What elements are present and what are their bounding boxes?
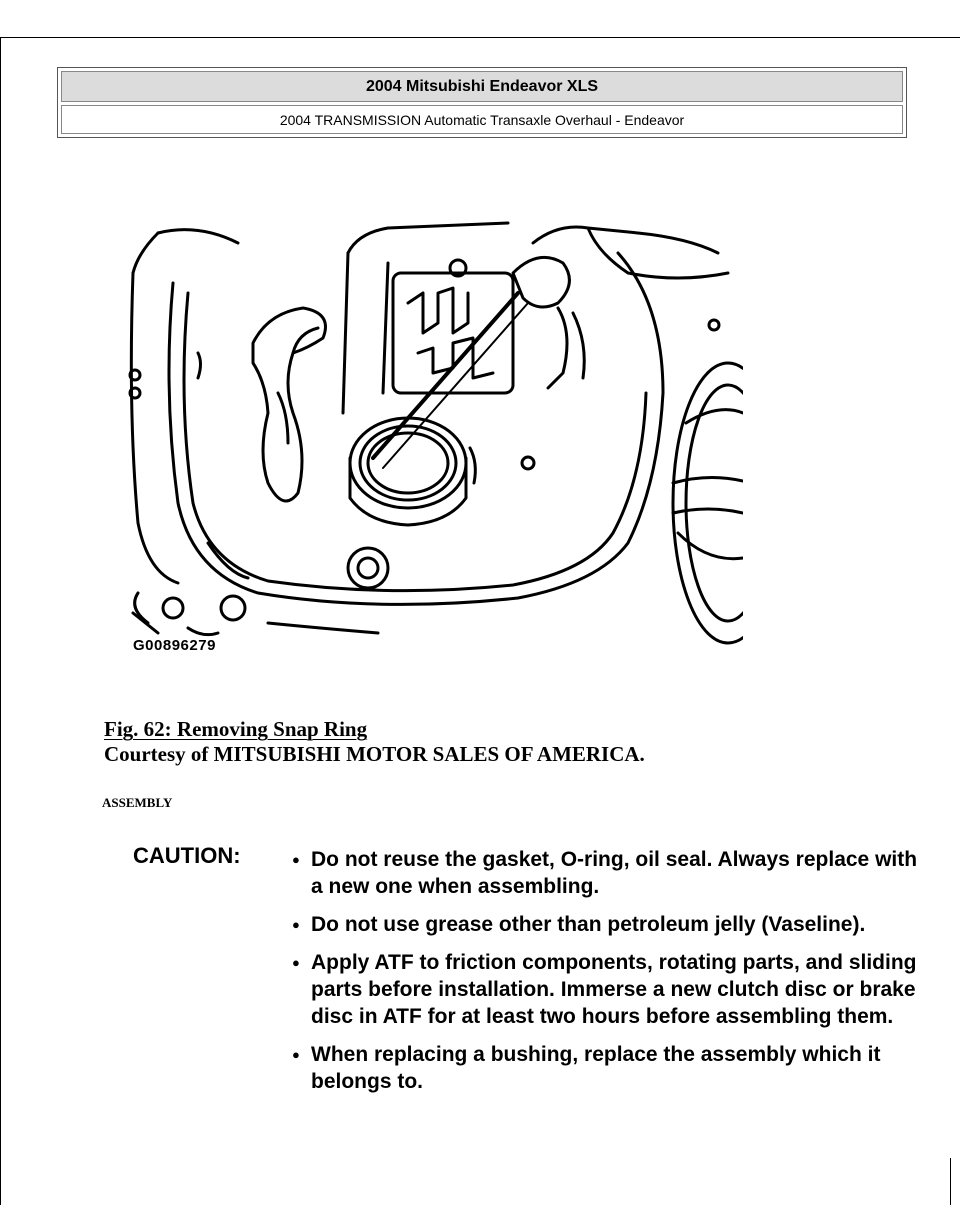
page-frame-top — [0, 37, 960, 38]
snap-ring-illustration — [118, 213, 743, 663]
caution-label: CAUTION: — [133, 843, 241, 868]
bullet-icon: ● — [292, 917, 300, 932]
caution-list — [285, 846, 925, 1106]
vehicle-title: 2004 Mitsubishi Endeavor XLS — [61, 71, 903, 102]
caution-item-text: Apply ATF to friction components, rotating parts, and sliding parts before installation. Immerse a new clutch disc or brake disc in ATF for at least two hours before assembling them. — [311, 951, 917, 1028]
caution-item-text: When replacing a bushing, replace the assembly which it belongs to. — [311, 1043, 881, 1093]
page-frame-left — [0, 37, 1, 1205]
caution-item-text: Do not reuse the gasket, O-ring, oil seal. Always replace with a new one when assembling. — [311, 848, 918, 898]
section-heading-assembly: ASSEMBLY — [102, 795, 173, 810]
bullet-icon: ● — [292, 955, 300, 970]
document-header — [57, 67, 907, 138]
figure-id-label: G00896279 — [133, 637, 216, 654]
bullet-icon: ● — [292, 852, 300, 867]
page-frame-right — [950, 1158, 951, 1205]
caution-item — [285, 911, 925, 938]
caution-item-text: Do not use grease other than petroleum jelly (Vaseline). — [311, 913, 866, 936]
section-subtitle: 2004 TRANSMISSION Automatic Transaxle Overhaul - Endeavor — [61, 105, 903, 134]
caution-item — [285, 949, 925, 1030]
figure-title-link[interactable]: Fig. 62: Removing Snap Ring — [104, 717, 368, 741]
figure-courtesy: Courtesy of MITSUBISHI MOTOR SALES OF AMERICA. — [104, 742, 645, 766]
bullet-icon: ● — [292, 1047, 300, 1062]
caution-item — [285, 846, 925, 900]
figure-caption — [104, 717, 645, 767]
caution-item — [285, 1041, 925, 1095]
